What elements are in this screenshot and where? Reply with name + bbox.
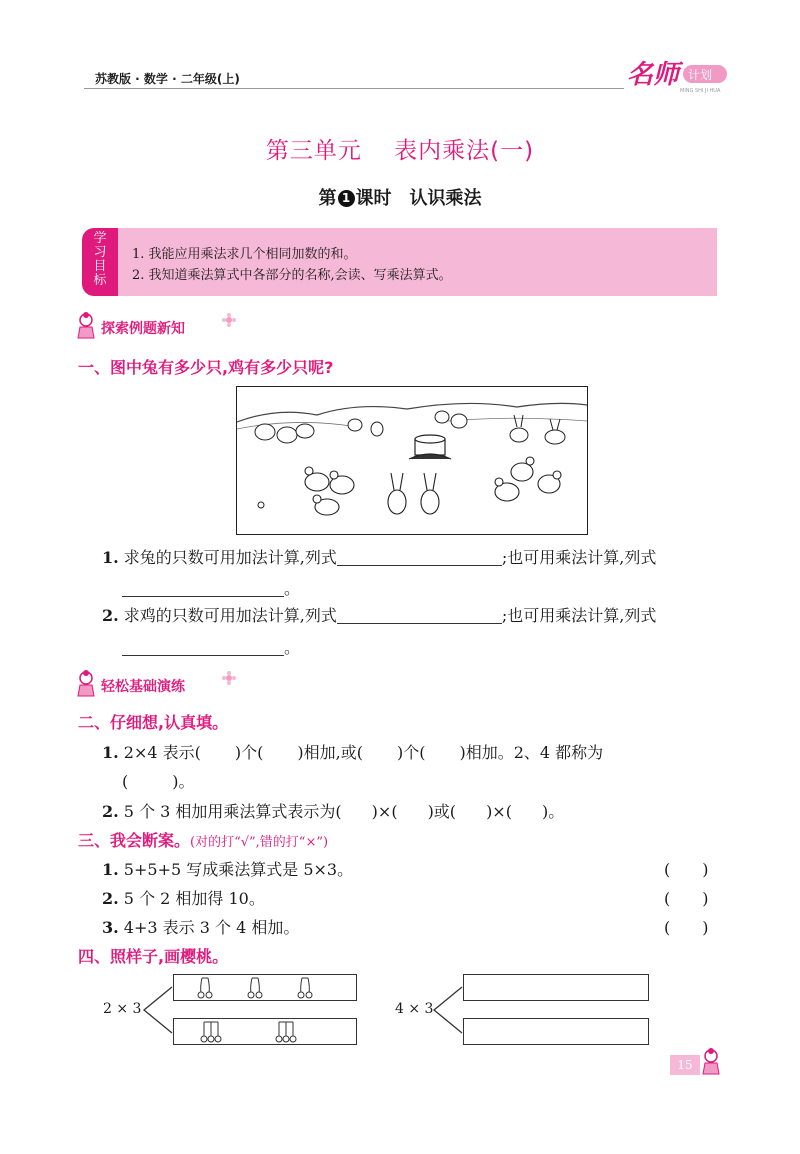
book-series-label: 苏教版 · 数学 · 二年级(上) (95, 72, 240, 86)
goal-item-2: 2. 我知道乘法算式中各部分的名称,会读、写乘法算式。 (132, 268, 452, 283)
question-2-title: 二、仔细想,认真填。 (78, 713, 229, 732)
item-number: 1. (102, 860, 119, 879)
bracket-icon (432, 985, 464, 1035)
item-number: 1. (102, 743, 119, 762)
lesson-suffix: 课时 认识乘法 (355, 188, 482, 209)
flower-icon (222, 312, 236, 331)
lesson-prefix: 第 (318, 188, 337, 209)
text-part: 2×4 表示( (123, 743, 201, 762)
drawing-box-bottom[interactable] (463, 1018, 649, 1045)
question-3-item-3 (102, 915, 299, 938)
text-part: )×( (371, 802, 398, 821)
question-2-item-2 (102, 799, 564, 822)
question-3-header (78, 828, 328, 851)
girl-mascot-icon (700, 1048, 722, 1080)
cherry-pairs-icon (174, 975, 356, 1000)
item-text: 5+5+5 写成乘法算式是 5×3。 (123, 860, 354, 879)
question-1-item-2 (102, 603, 656, 626)
flower-icon (222, 670, 236, 689)
learning-goals-label: 学习目标 (93, 231, 107, 288)
section-title-practice: 轻松基础演练 (101, 679, 185, 695)
learning-goals-box (100, 228, 717, 296)
item-text-b: ;也可用乘法计算,列式 (501, 606, 657, 625)
item-end: 。 (284, 579, 301, 598)
judge-answer-slot[interactable]: ( ) (664, 889, 709, 908)
girl-mascot-icon (75, 312, 97, 340)
page-number: 15 (670, 1055, 700, 1075)
brand-logo (625, 55, 735, 95)
item-number: 2. (102, 606, 119, 625)
text-part: 5 个 3 相加用乘法算式表示为( (123, 802, 342, 821)
bracket-icon (142, 985, 174, 1035)
example-cherry-box-bottom (173, 1018, 357, 1045)
girl-mascot-icon (75, 670, 97, 698)
text-part: )。 (541, 802, 565, 821)
text-part: )个( (396, 743, 426, 762)
example-expression-label: 2 × 3 (103, 1001, 142, 1017)
question-1-item-1 (102, 545, 656, 568)
question-3-title: 三、我会断案。 (78, 831, 191, 850)
question-3-note: (对的打“√”,错的打“×”) (190, 835, 329, 850)
lesson-number-badge: 1 (338, 190, 355, 207)
svg-text:名师: 名师 (627, 60, 680, 90)
text-part: ( (122, 772, 129, 791)
answer-blank-addition[interactable] (337, 549, 502, 566)
item-text-a: 求鸡的只数可用加法计算,列式 (123, 606, 337, 625)
question-1-title: 一、图中兔有多少只,鸡有多少只呢? (78, 358, 334, 377)
judge-answer-slot[interactable]: ( ) (664, 860, 709, 879)
item-number: 2. (102, 889, 119, 908)
question-1-item-1-line2 (122, 576, 300, 599)
question-1-item-2-line2 (122, 635, 300, 658)
item-text: 5 个 2 相加得 10。 (123, 889, 265, 908)
item-number: 2. (102, 802, 119, 821)
lesson-title (0, 184, 800, 210)
question-3-item-1 (102, 857, 353, 880)
svg-text:MING SHI JI HUA: MING SHI JI HUA (680, 88, 721, 94)
item-text-a: 求兔的只数可用加法计算,列式 (123, 548, 337, 567)
task-expression-label: 4 × 3 (395, 1001, 434, 1017)
question-2-item-1 (102, 740, 722, 763)
text-part: )或( (427, 802, 457, 821)
item-number: 1. (102, 548, 119, 567)
cherry-triples-icon (174, 1019, 356, 1044)
section-title-explore: 探索例题新知 (101, 321, 185, 337)
text-part: )。 (172, 772, 195, 791)
answer-blank-multiplication[interactable] (122, 580, 284, 597)
text-part: )×( (486, 802, 512, 821)
question-4-title: 四、照样子,画樱桃。 (78, 947, 229, 966)
judge-answer-slot[interactable]: ( ) (664, 918, 709, 937)
text-part: )相加。2、4 都称为 (459, 743, 604, 762)
item-end: 。 (284, 638, 301, 657)
example-cherry-box-top (173, 974, 357, 1001)
unit-title: 第三单元 表内乘法(一) (265, 138, 535, 164)
text-part: )个( (234, 743, 264, 762)
question-2-item-1-line2 (122, 769, 195, 792)
goal-item-1: 1. 我能应用乘法求几个相同加数的和。 (132, 247, 357, 262)
text-part: )相加,或( (297, 743, 363, 762)
answer-blank-multiplication[interactable] (122, 639, 284, 656)
item-number: 3. (102, 918, 119, 937)
farm-animals-illustration (236, 386, 588, 535)
header-divider (84, 88, 624, 89)
item-text: 4+3 表示 3 个 4 相加。 (123, 918, 300, 937)
answer-blank-addition[interactable] (337, 607, 502, 624)
item-text-b: ;也可用乘法计算,列式 (501, 548, 657, 567)
question-3-item-2 (102, 886, 265, 909)
svg-text:计划: 计划 (688, 68, 713, 82)
drawing-box-top[interactable] (463, 974, 649, 1001)
